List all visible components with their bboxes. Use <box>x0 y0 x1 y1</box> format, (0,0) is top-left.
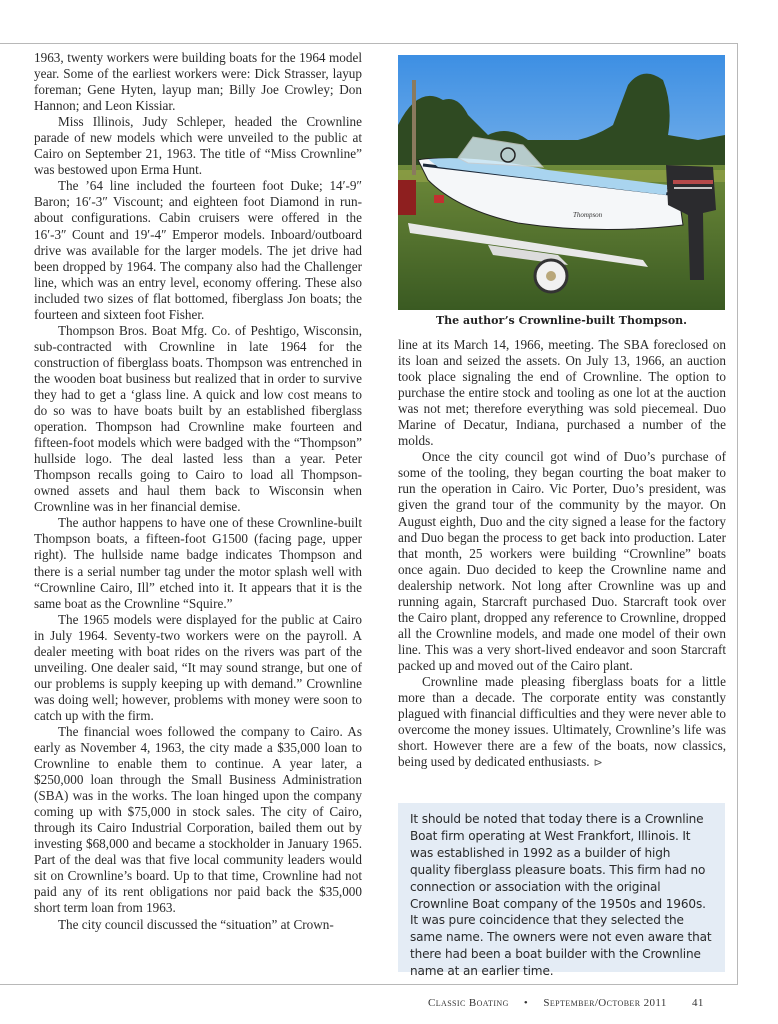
end-of-article-icon: ⊳ <box>593 757 603 770</box>
paragraph: Thompson Bros. Boat Mfg. Co. of Peshtigo, Wisconsin, sub-contracted with Crownline in late 1964 for the construction of fiberglass boats. Thompson was entrenched in the wooden boat business but realized that in order to survive they had to get a ‘glass line. A quick and low cost means to do so was to have boats built by an established fiberglass operation. Thompson had Crownline make fourteen and fifteen-foot models which were badged with the “Thompson” hullside logo. The deal lasted less than a year. Peter Thompson recalls going to Cairo to load all Thompson-owned assets and haul them back to Wisconsin when Crownline was in her financial demise. <box>34 322 362 515</box>
page-footer <box>428 997 704 1009</box>
paragraph: The ’64 line included the fourteen foot Duke; 14′-9″ Baron; 16′-3″ Viscount; and eighteen foot Diamond in runabout configurations. Cabin cruisers were offered in the 16′-3″ Count and 19′-4″ Emperor models. Inboard/outboard drive was available for the larger models. The jet drive had been dropped by 1964. The company also had the Challenger line, which was an entry level, economy offering. These also included two sizes of flat bottomed, fiberglass Jon boats; the fourteen and sixteen foot Fisher. <box>34 178 362 322</box>
paragraph: 1963, twenty workers were building boats for the 1964 model year. Some of the earliest workers were: Dick Strasser, layup foreman; Gene Hyten, layup man; Billy Joe Crowley; Don Hannon; and Leon Kissiar. <box>34 50 362 114</box>
sidebar-note-box <box>398 803 725 979</box>
page-number: 41 <box>691 997 704 1009</box>
boat-on-trailer-illustration <box>398 55 725 310</box>
paragraph: The financial woes followed the company to Cairo. As early as November 4, 1963, the city made a $35,000 loan to Crownline to enable them to continue. A year later, a $250,000 loan through the Small Business Administration (SBA) was in the works. The loan hinged upon the company coming up with $75,000 in stock sales. The city of Cairo, through its Cairo Industrial Corporation, bailed them out by investing $68,000 and became a stockholder in January 1965. Part of the deal was that five local community leaders would sit on Crownline’s board. Up to that time, Crownline had not paid any of its rent obligations nor paid back the $35,000 short term loan from 1963. <box>34 723 362 916</box>
paragraph: Miss Illinois, Judy Schleper, headed the Crownline parade of new models which were unveiled to the public at Cairo on September 21, 1963. The title of “Miss Crownline” was bestowed upon Erma Hunt. <box>34 114 362 178</box>
hull-badge: Thompson <box>573 211 603 219</box>
paragraph-text: Crownline made pleasing fiberglass boats for a little more than a decade. The corporate entity was constantly plagued with financial difficulties and they were never able to overcome the money issues. Ultimately, Crownline’s life was short. However there are a few of the boats, now classics, being used by dedicated enthusiasts. <box>398 673 726 770</box>
paragraph <box>398 674 726 771</box>
boat-photo <box>398 55 725 310</box>
photo-caption: The author’s Crownline-built Thompson. <box>435 314 688 327</box>
issue-date: September/October 2011 <box>543 997 667 1009</box>
sidebar-note-text: It should be noted that today there is a Crownline Boat firm operating at West Frankfort, Illinois. It was established in 1992 as a builder of high quality fiberglass pleasure boats. This firm had no connection or association with the original Crownline Boat company of the 1950s and 1960s. It was pure coincidence that they selected the same name. The owners were not even aware that there had been a boat builder with the Crownline name at an earlier time. <box>410 812 712 979</box>
paragraph: line at its March 14, 1966, meeting. The SBA foreclosed on its loan and seized the assets. On July 13, 1966, an auction took place signaling the end of Crownline. The option to purchase the entire stock and tooling as one lot at the auction was not met; therefore everything was sold piecemeal. Duo Marine of Decatur, Indiana, purchased a number of the molds. <box>398 337 726 449</box>
article-left-column <box>34 50 362 933</box>
paragraph: Once the city council got wind of Duo’s purchase of some of the tooling, they began courting the boat maker to run the operation in Cairo. Vic Porter, Duo’s president, was given the grand tour of the community by the mayor. On August eighth, Duo and the city signed a lease for the factory and Duo began the process to get back into production. Later that month, 25 workers were building “Crownline” boats once again. Duo decided to keep the Crownline name and dealership network. Not long after Crownline was up and running again, Starcraft purchased Duo. Starcraft took over the Cairo plant, dropped any reference to Crownline, dropped all the Crownline models, and made one model of their own line. This was a very short-lived endeavor and soon Starcraft packed up and moved out of the Cairo plant. <box>398 449 726 673</box>
paragraph: The author happens to have one of these Crownline-built Thompson boats, a fifteen-foot G1500 (facing page, upper right). The hullside name badge indicates Thompson and there is a serial number tag under the motor splash well with “Crownline Cairo, Ill” etched into it. It appears that it is the same boat as the Crownline “Squire.” <box>34 515 362 611</box>
article-right-column <box>398 337 726 771</box>
publication-name: Classic Boating <box>428 997 509 1009</box>
paragraph: The 1965 models were displayed for the public at Cairo in July 1964. Seventy-two workers were on the payroll. A dealer meeting with boat rides on the rivers was part of the unveiling. One dealer said, “It may sound strange, but one of our problems is supply keeping up with demand.” Crownline was doing well; however, problems with money were soon to catch up with the firm. <box>34 611 362 723</box>
footer-separator: • <box>523 997 529 1009</box>
paragraph: The city council discussed the “situation” at Crown- <box>58 916 334 932</box>
